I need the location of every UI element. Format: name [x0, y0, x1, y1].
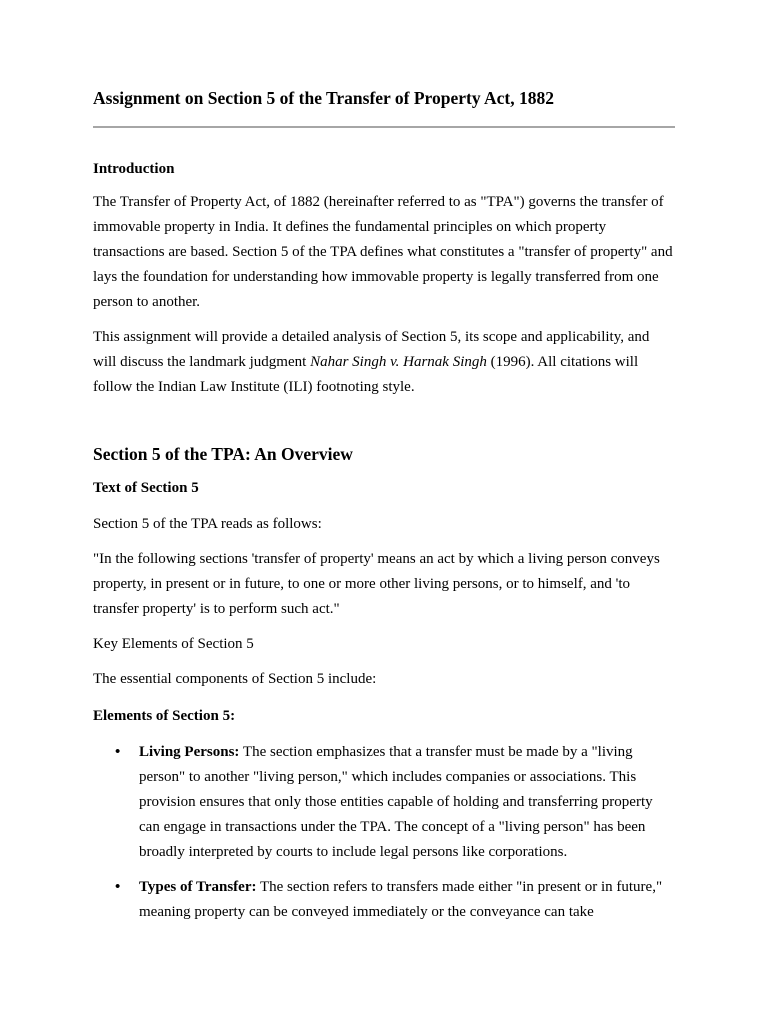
- document-title: Assignment on Section 5 of the Transfer of Property Act, 1882: [93, 88, 554, 108]
- list-item: [93, 875, 675, 925]
- case-citation: Nahar Singh v. Harnak Singh: [310, 354, 487, 370]
- components-intro: The essential components of Section 5 include:: [93, 671, 377, 687]
- title-divider: [93, 126, 675, 128]
- introduction-paragraph-2: [93, 325, 675, 400]
- list-item-text: The section refers to transfers made either "in present or in future," meaning property can be conveyed immediately or the conveyance can take: [139, 879, 663, 920]
- list-item-text: The section emphasizes that a transfer must be made by a "living person" to another "living person," which includes companies or associations. This provision ensures that only those entities capable of holding and transferring property can engage in transactions under the TPA. The concept of a "living person" has been broadly interpreted by courts to include legal persons like corporations.: [139, 744, 653, 860]
- list-item-term: Types of Transfer:: [139, 879, 257, 895]
- reads-as-paragraph: Section 5 of the TPA reads as follows:: [93, 516, 322, 532]
- introduction-paragraph-2-lead: This assignment will provide a detailed analysis of Section 5, its scope and applicability, and will discuss the landmark judgment: [93, 329, 650, 370]
- text-of-section-heading: Text of Section 5: [93, 480, 199, 496]
- list-item-term: Living Persons:: [139, 744, 240, 760]
- key-elements-label: Key Elements of Section 5: [93, 636, 254, 652]
- overview-heading: Section 5 of the TPA: An Overview: [93, 444, 353, 464]
- list-item: [93, 740, 675, 865]
- introduction-heading: Introduction: [93, 161, 175, 177]
- document-body: [93, 155, 675, 935]
- introduction-paragraph-2-tail: (1996). All citations will follow the Indian Law Institute (ILI) footnoting style.: [93, 354, 639, 395]
- elements-heading: Elements of Section 5:: [93, 708, 236, 724]
- bullet-icon: •: [115, 744, 121, 760]
- bullet-icon: •: [115, 879, 121, 895]
- elements-list: [93, 740, 675, 925]
- introduction-paragraph-1: The Transfer of Property Act, of 1882 (hereinafter referred to as "TPA") governs the transfer of immovable property in India. It defines the fundamental principles on which property transactions are based. Section 5 of the TPA defines what constitutes a "transfer of property" and lays the foundation for understanding how immovable property is legally transferred from one person to another.: [93, 194, 673, 310]
- section-quote: "In the following sections 'transfer of property' means an act by which a living person conveys property, in present or in future, to one or more other living persons, or to himself, and 'to transfer property' is to perform such act.": [93, 551, 660, 617]
